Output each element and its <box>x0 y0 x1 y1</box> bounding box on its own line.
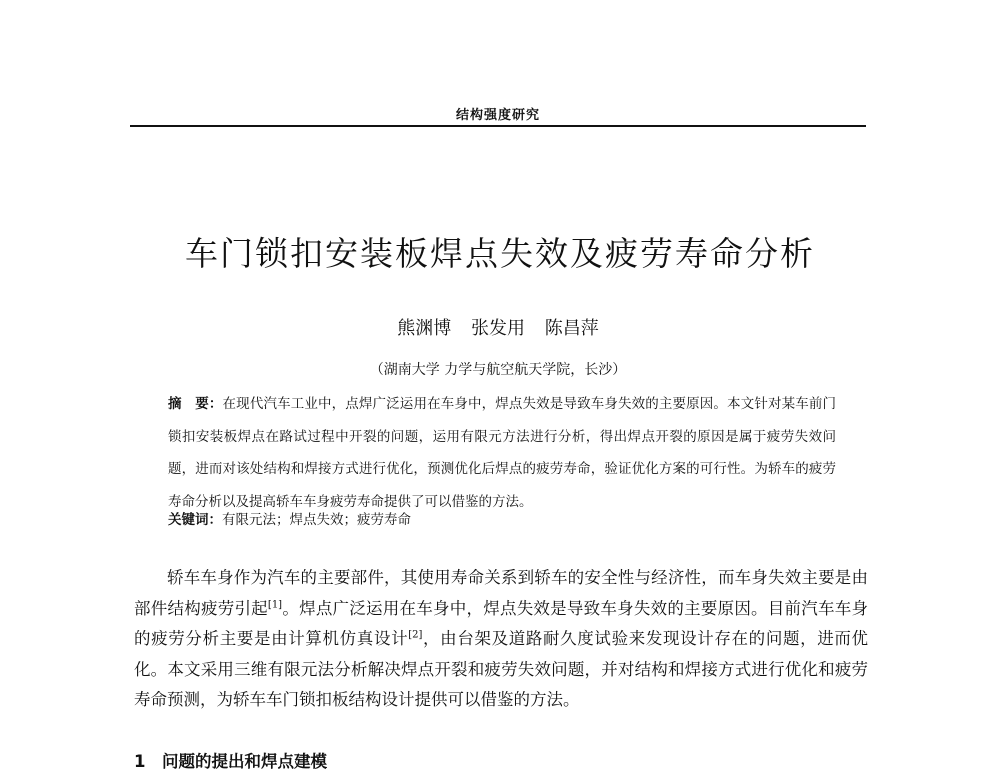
header-rule <box>130 125 866 127</box>
abstract-text: 在现代汽车工业中，点焊广泛运用在车身中，焊点失效是导致车身失效的主要原因。本文针对某车前门锁扣安装板焊点在路试过程中开裂的问题，运用有限元方法进行分析，得出焊点开裂的原因是属于疲劳失效问题，进而对该处结构和焊接方式进行优化，预测优化后焊点的疲劳寿命，验证优化方案的可行性。为轿车的疲劳寿命分析以及提高轿车车身疲劳寿命提供了可以借鉴的方法。 <box>168 396 837 510</box>
body-text-part-3: ，由台架及道路耐久度试验来发现设计存在的问题，进而优化。本文采用三维有限元法分析解决焊点开裂和疲劳失效问题，并对结构和焊接方式进行优化和疲劳寿命预测，为轿车车门锁扣板结构设计提供可以借鉴的方法。 <box>134 629 869 709</box>
keywords <box>168 508 836 528</box>
abstract-label: 摘 要： <box>168 396 223 412</box>
keywords-text: 有限元法；焊点失效；疲劳寿命 <box>222 512 411 528</box>
paper-title: 车门锁扣安装板焊点失效及疲劳寿命分析 <box>185 234 815 273</box>
body-text-part-1: 轿车车身作为汽车的主要部件，其使用寿命关系到轿车的安全性与经济性，而车身失效主要是由部件结构疲劳引起 <box>134 568 868 618</box>
citation-2: [2] <box>408 629 423 641</box>
introduction-paragraph <box>134 563 868 716</box>
running-header: 结构强度研究 <box>455 108 540 123</box>
abstract <box>168 388 836 518</box>
section-heading: 1 问题的提出和焊点建模 <box>134 752 327 771</box>
body-text-part-2: 。焊点广泛运用在车身中，焊点失效是导致车身失效的主要原因。目前汽车车身的疲劳分析主要是由计算机仿真设计 <box>134 598 869 648</box>
paper-affiliation: （湖南大学 力学与航空航天学院，长沙） <box>369 362 627 378</box>
keywords-label: 关键词： <box>168 512 222 528</box>
paper-authors: 熊渊博 张发用 陈昌萍 <box>397 318 599 339</box>
citation-1: [1] <box>267 599 283 610</box>
